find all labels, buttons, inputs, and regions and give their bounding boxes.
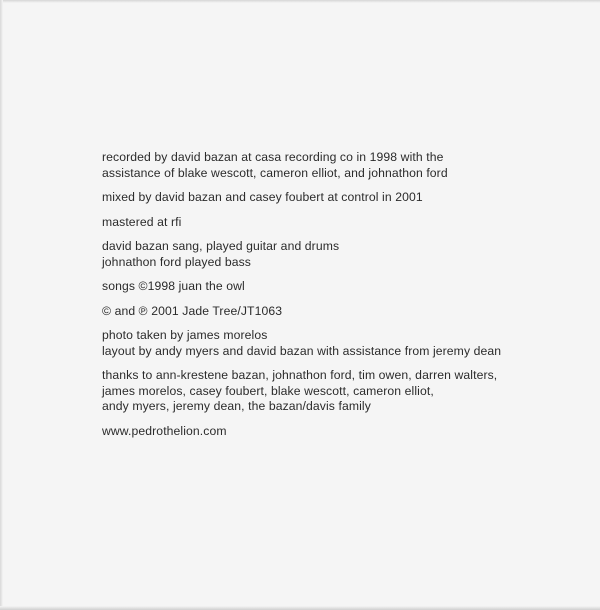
- photo-credit-line: photo taken by james morelos: [102, 328, 268, 342]
- songs-credit-line: songs ©1998 juan the owl: [102, 279, 245, 293]
- website: [102, 424, 582, 440]
- website-url: www.pedrothelion.com: [102, 423, 227, 438]
- recording-credit-line-1: recorded by david bazan at casa recording co in 1998 with the: [102, 150, 444, 164]
- mixing-credit-line: mixed by david bazan and casey foubert at control in 2001: [102, 190, 423, 204]
- mixing-credit: [102, 190, 582, 206]
- thanks-line-3: andy myers, jeremy dean, the bazan/davis family: [102, 399, 371, 413]
- thanks-list: [102, 368, 582, 415]
- performer-credits: [102, 239, 582, 270]
- page-edge-top: [0, 0, 600, 3]
- credits-text: [102, 150, 582, 448]
- page-edge-bottom: [0, 606, 600, 610]
- recording-credit-line-2: assistance of blake wescott, cameron elliot, and johnathon ford: [102, 165, 448, 180]
- performer-credit-line-2: johnathon ford played bass: [102, 254, 251, 269]
- performer-credit-line-1: david bazan sang, played guitar and drums: [102, 239, 340, 253]
- thanks-line-2: james morelos, casey foubert, blake wescott, cameron elliot,: [102, 383, 434, 398]
- page-edge-left: [0, 0, 3, 610]
- copyright-line: © and ℗ 2001 Jade Tree/JT1063: [102, 303, 283, 318]
- layout-credit-line: layout by andy myers and david bazan with assistance from jeremy dean: [102, 343, 502, 358]
- copyright-notice: [102, 304, 582, 320]
- recording-credit: [102, 150, 582, 181]
- mastering-credit-line: mastered at rfi: [102, 214, 182, 229]
- mastering-credit: [102, 215, 582, 231]
- photo-layout-credits: [102, 328, 582, 359]
- thanks-line-1: thanks to ann-krestene bazan, johnathon ford, tim owen, darren walters,: [102, 368, 498, 382]
- songs-credit: [102, 279, 582, 295]
